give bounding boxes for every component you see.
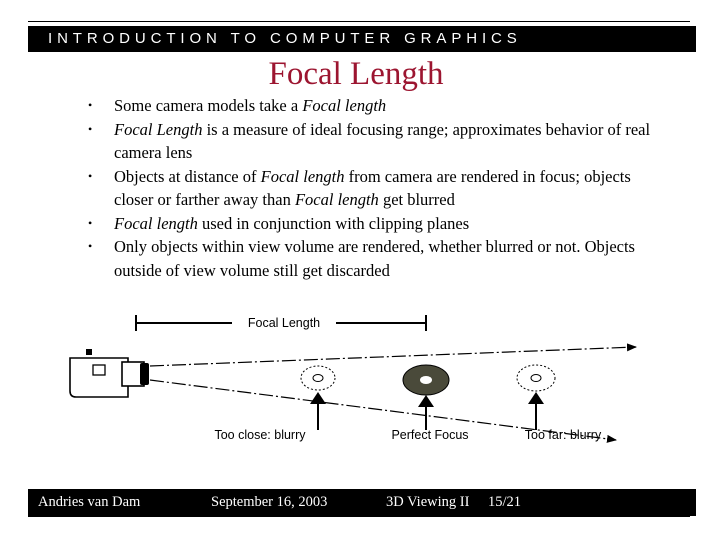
bottom-rule (28, 516, 690, 517)
near-object-blurry (301, 366, 335, 390)
slide-title: Focal Length (268, 56, 444, 92)
focal-length-span (136, 315, 426, 331)
bullet-text: is a measure of ideal focusing range; approximates behavior of real camera lens (114, 119, 651, 162)
bullet-text: Objects at distance of (114, 166, 261, 186)
footer-date: September 16, 2003 (211, 494, 328, 510)
top-rule (28, 21, 690, 22)
bullet-emphasis: Focal Length (114, 119, 203, 139)
bullet-marker: • (88, 239, 93, 253)
camera-icon (70, 349, 149, 397)
bullet-item (88, 94, 668, 118)
focal-length-diagram (0, 300, 720, 460)
bullet-marker: • (88, 121, 93, 136)
bullet-emphasis: Focal length (294, 190, 379, 209)
bullet-item (88, 165, 668, 212)
footer-author: Andries van Dam (38, 494, 141, 510)
bullet-text: Some camera models take a (114, 96, 303, 115)
bullet-emphasis: Focal length (302, 96, 387, 115)
bullet-item (88, 212, 668, 236)
pointer-arrows (310, 392, 544, 430)
bullet-marker: • (88, 98, 93, 112)
bullet-list (88, 94, 668, 282)
bullet-item (88, 118, 668, 165)
bullet-text: get blurred (378, 190, 455, 209)
footer-lecture: 3D Viewing II (386, 494, 470, 510)
footer-bar (28, 489, 696, 516)
bullet-text: from camera are rendered in focus; objects closer or farther away than (114, 166, 631, 209)
label-perfect-focus: Perfect Focus (391, 428, 469, 442)
header-banner (28, 26, 696, 52)
label-too-close: Too close: blurry (214, 428, 306, 442)
bullet-text: used in conjunction with clipping planes (197, 213, 470, 233)
bullet-marker: • (88, 215, 93, 230)
frustum-ray-top (150, 347, 636, 366)
banner-title: INTRODUCTION TO COMPUTER GRAPHICS (48, 30, 522, 47)
bullet-emphasis: Focal length (114, 213, 198, 233)
bullet-marker: • (88, 168, 93, 183)
far-object-blurry (517, 365, 555, 391)
footer-page: 15/21 (488, 494, 522, 510)
bullet-text: Only objects within view volume are rendered, whether blurred or not. Objects outside of view volume still get discarded (114, 237, 635, 280)
focal-length-label: Focal Length (247, 316, 321, 330)
bullet-item (88, 235, 668, 282)
bullet-emphasis: Focal length (260, 166, 345, 186)
focal-object-sharp (403, 365, 449, 395)
label-too-far: Too far: blurry (524, 428, 602, 442)
